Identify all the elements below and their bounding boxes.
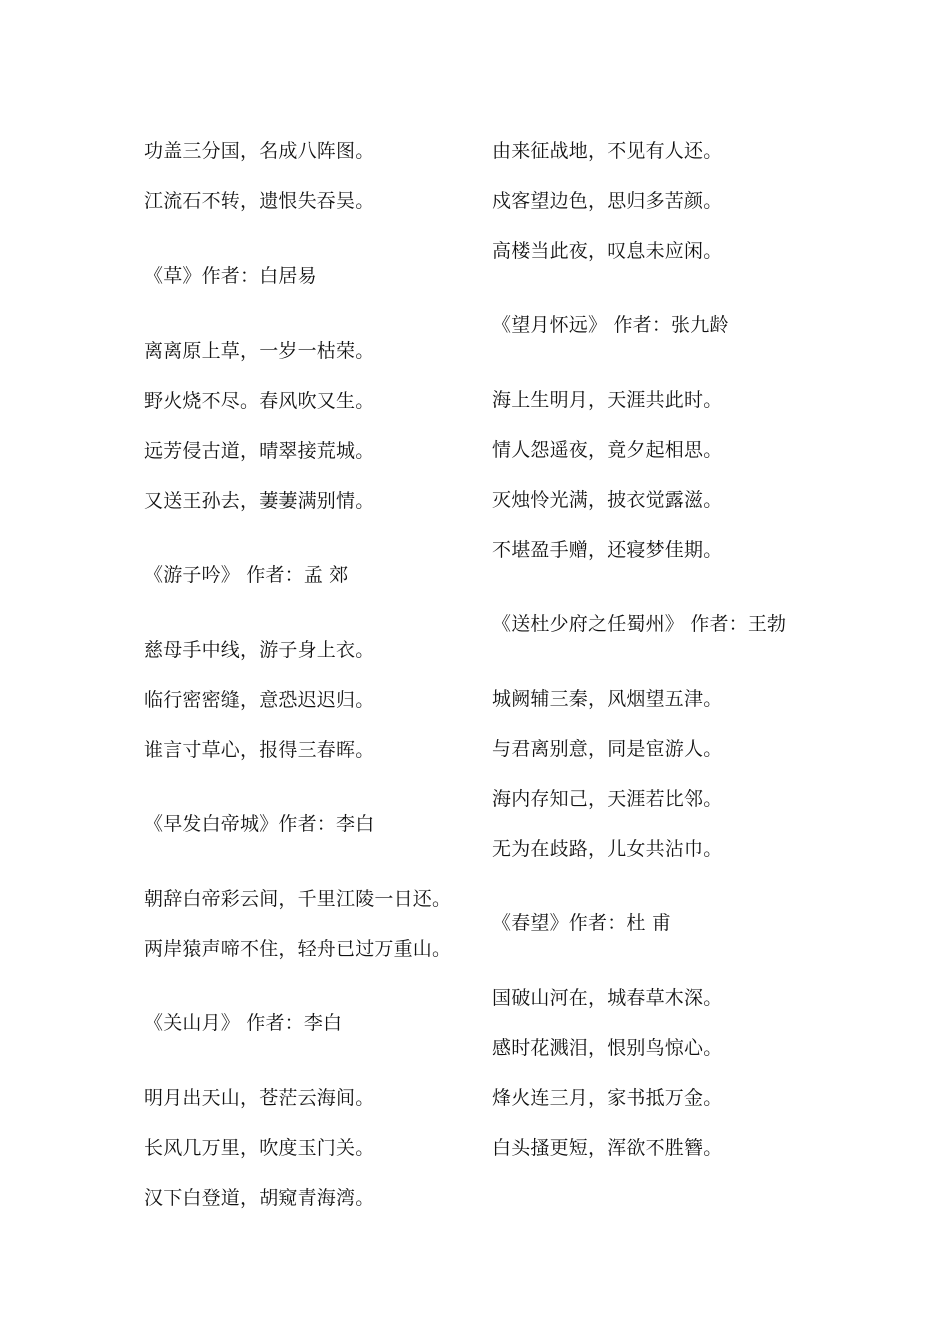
poem-line: 野火烧不尽。春风吹又生。 bbox=[144, 390, 375, 412]
poem-line: 高楼当此夜，叹息未应闲。 bbox=[492, 240, 723, 262]
poem-line: 海上生明月，天涯共此时。 bbox=[492, 389, 723, 411]
poem-line: 远芳侵古道，晴翠接荒城。 bbox=[144, 440, 375, 462]
poem-line: 朝辞白帝彩云间，千里江陵一日还。 bbox=[144, 888, 452, 910]
poem-line: 功盖三分国，名成八阵图。 bbox=[144, 140, 375, 162]
poem-line: 长风几万里，吹度玉门关。 bbox=[144, 1137, 375, 1159]
poem-line: 情人怨遥夜，竟夕起相思。 bbox=[492, 439, 723, 461]
poem-line: 感时花溅泪，恨别鸟惊心。 bbox=[492, 1037, 723, 1059]
poem-line: 慈母手中线，游子身上衣。 bbox=[144, 639, 375, 661]
poem-line: 城阙辅三秦，风烟望五津。 bbox=[492, 688, 723, 710]
poem-line: 烽火连三月，家书抵万金。 bbox=[492, 1087, 723, 1109]
poem-line: 临行密密缝，意恐迟迟归。 bbox=[144, 689, 375, 711]
poem-line: 海内存知己，天涯若比邻。 bbox=[492, 788, 723, 810]
poem-line: 灭烛怜光满，披衣觉露滋。 bbox=[492, 489, 723, 511]
poem-title: 《望月怀远》 作者：张九龄 bbox=[492, 314, 729, 336]
poem-title: 《早发白帝城》作者：李白 bbox=[144, 813, 375, 835]
poem-line: 无为在歧路，儿女共沾巾。 bbox=[492, 838, 723, 860]
poem-line: 明月出天山，苍茫云海间。 bbox=[144, 1087, 375, 1109]
poem-line: 国破山河在，城春草木深。 bbox=[492, 987, 723, 1009]
poem-line: 与君离别意，同是宦游人。 bbox=[492, 738, 723, 760]
poem-title: 《送杜少府之任蜀州》 作者：王勃 bbox=[492, 613, 787, 635]
poem-title: 《春望》作者：杜 甫 bbox=[492, 912, 672, 934]
poem-title: 《关山月》 作者：李白 bbox=[144, 1012, 343, 1034]
poem-line: 不堪盈手赠，还寝梦佳期。 bbox=[492, 539, 723, 561]
poem-line: 江流石不转，遗恨失吞吴。 bbox=[144, 190, 375, 212]
poem-title: 《游子吟》 作者：孟 郊 bbox=[144, 564, 349, 586]
poem-line: 由来征战地，不见有人还。 bbox=[492, 140, 723, 162]
poem-line: 离离原上草，一岁一枯荣。 bbox=[144, 340, 375, 362]
poem-line: 戍客望边色，思归多苦颜。 bbox=[492, 190, 723, 212]
poem-title: 《草》作者：白居易 bbox=[144, 265, 317, 287]
poem-line: 谁言寸草心，报得三春晖。 bbox=[144, 739, 375, 761]
poem-line: 汉下白登道，胡窥青海湾。 bbox=[144, 1187, 375, 1209]
poem-line: 又送王孙去，萋萋满别情。 bbox=[144, 490, 375, 512]
poem-line: 白头搔更短，浑欲不胜簪。 bbox=[492, 1137, 723, 1159]
poem-line: 两岸猿声啼不住，轻舟已过万重山。 bbox=[144, 938, 452, 960]
